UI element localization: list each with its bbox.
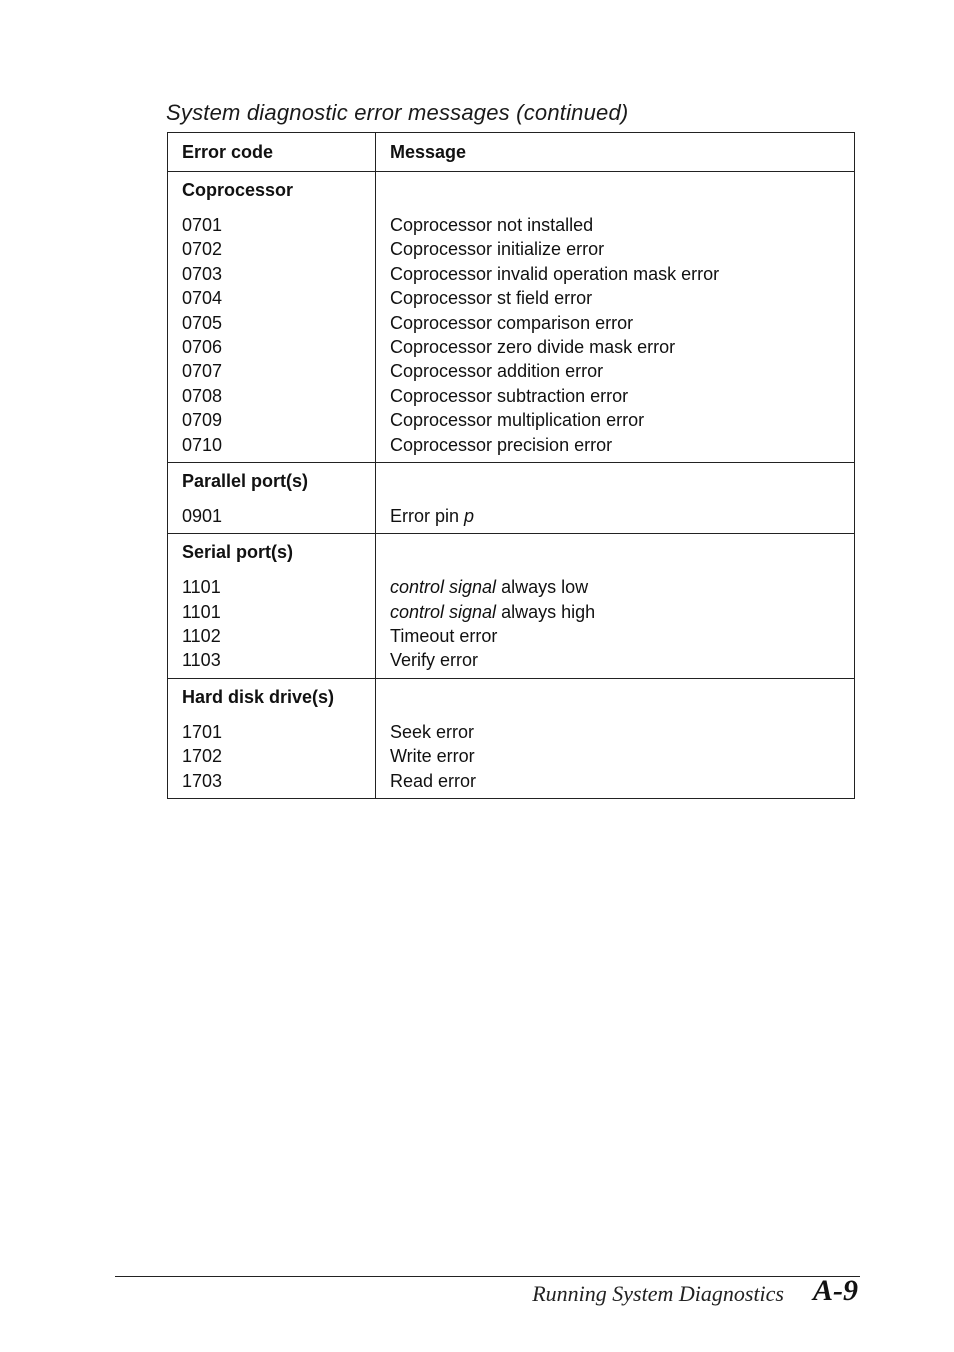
error-message [390, 744, 854, 768]
error-message [390, 408, 854, 432]
header-error-code: Error code [168, 133, 376, 172]
header-message: Message [376, 133, 855, 172]
table-caption: System diagnostic error messages (continued) [166, 100, 629, 125]
group-message-cell [376, 678, 855, 798]
message-text: Coprocessor not installed [390, 215, 594, 235]
error-messages-table [167, 132, 855, 799]
group-title: Coprocessor [182, 180, 294, 200]
error-message [390, 575, 854, 599]
message-text: Coprocessor multiplication error [390, 410, 645, 431]
group-title: Parallel port(s) [182, 470, 309, 491]
error-code: 1103 [182, 650, 221, 671]
error-message [390, 213, 854, 237]
table-header-row [168, 133, 855, 172]
error-code: 0701 [182, 215, 223, 235]
error-code: 0901 [182, 505, 223, 526]
message-text: Coprocessor subtraction error [390, 385, 629, 406]
message-variable: control signal [390, 577, 497, 598]
error-code: 0706 [182, 336, 223, 357]
error-code: 1702 [182, 746, 223, 767]
group-row [168, 678, 855, 798]
error-message [390, 237, 854, 261]
error-message [390, 384, 854, 408]
error-message [390, 262, 854, 286]
message-text: Coprocessor zero divide mask error [390, 336, 676, 357]
error-message [390, 335, 854, 359]
error-message [390, 359, 854, 383]
message-variable: control signal [390, 601, 497, 622]
error-message [390, 504, 854, 528]
error-message [390, 286, 854, 310]
error-code: 0710 [182, 434, 223, 455]
group-code-cell [168, 172, 376, 463]
group-title: Serial port(s) [182, 542, 294, 563]
error-code: 1102 [182, 626, 221, 647]
message-text: Coprocessor invalid operation mask error [390, 263, 720, 284]
group-code-cell [168, 534, 376, 679]
error-message [390, 311, 854, 335]
message-text: Read error [390, 770, 477, 791]
group-message-cell [376, 172, 855, 463]
error-code: 0702 [182, 239, 223, 260]
footer-section-title: Running System Diagnostics [532, 1281, 784, 1306]
group-message-cell [376, 534, 855, 679]
group-spacer [390, 470, 854, 504]
error-code: 0704 [182, 288, 223, 309]
error-code: 0708 [182, 385, 223, 406]
error-code: 1703 [182, 770, 223, 791]
error-message [390, 433, 854, 457]
message-text: always high [496, 601, 596, 622]
message-text: Coprocessor precision error [390, 434, 613, 455]
group-spacer [390, 541, 854, 575]
message-text: Seek error [390, 721, 475, 742]
error-message [390, 769, 854, 793]
message-text: always low [496, 577, 589, 598]
message-text: Coprocessor st field error [390, 288, 593, 309]
message-text: Write error [390, 746, 475, 767]
error-message [390, 624, 854, 648]
footer-divider [115, 1276, 860, 1277]
error-code: 1101 [182, 577, 221, 598]
group-spacer [390, 179, 854, 213]
error-message [390, 720, 854, 744]
group-row [168, 462, 855, 533]
group-row [168, 172, 855, 463]
message-text: Coprocessor addition error [390, 361, 604, 382]
error-code: 1101 [182, 601, 221, 622]
group-spacer [390, 686, 854, 720]
error-message [390, 600, 854, 624]
page-number: A-9 [813, 1274, 858, 1307]
error-code: 0707 [182, 361, 223, 382]
error-code: 0703 [182, 263, 223, 284]
message-text: Coprocessor comparison error [390, 312, 634, 333]
group-message-cell [376, 462, 855, 533]
group-title: Hard disk drive(s) [182, 686, 335, 707]
group-code-cell [168, 462, 376, 533]
error-code: 1701 [182, 721, 223, 742]
message-text: Error pin [390, 505, 460, 526]
error-code: 0709 [182, 410, 223, 431]
message-text: Timeout error [390, 626, 498, 647]
error-code: 0705 [182, 312, 223, 333]
message-text: Coprocessor initialize error [390, 239, 605, 260]
error-message [390, 648, 854, 672]
group-row [168, 534, 855, 679]
message-text: Verify error [390, 650, 479, 671]
message-variable: p [464, 505, 475, 526]
group-code-cell [168, 678, 376, 798]
